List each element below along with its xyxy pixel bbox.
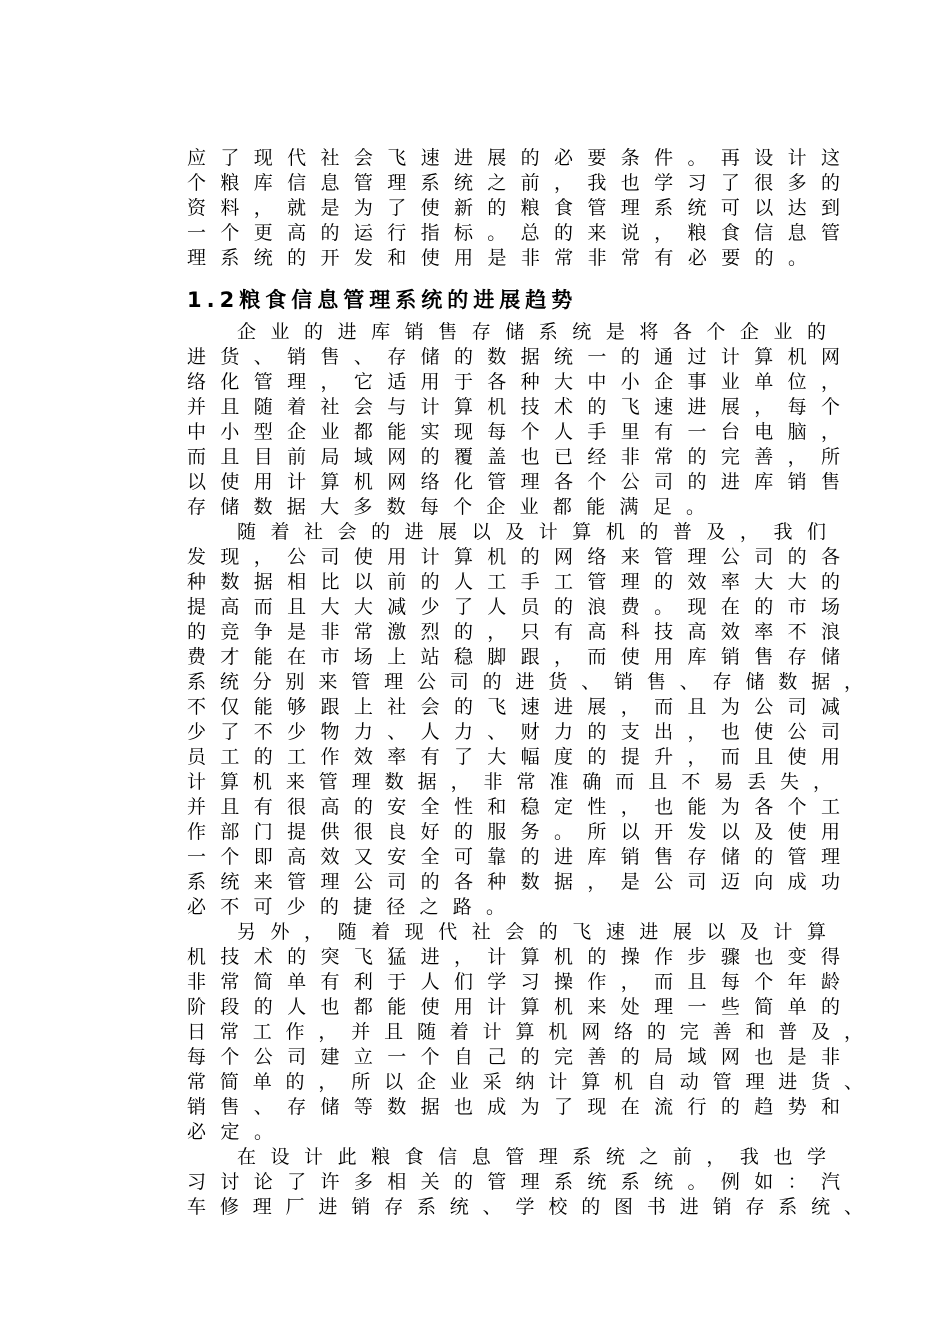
section-heading: 1.2粮食信息管理系统的进展趋势	[187, 288, 578, 312]
text-line: 提高而且大大减少了人员的浪费。现在的市场	[187, 596, 840, 618]
text-line: 系统来管理公司的各种数据，是公司迈向成功	[187, 871, 840, 893]
text-line: 销售、存储等数据也成为了现在流行的趋势和	[187, 1096, 840, 1118]
text-line: 阶段的人也都能使用计算机来处理一些简单的	[187, 996, 840, 1018]
text-line: 另外，随着现代社会的飞速进展以及计算	[237, 921, 826, 943]
text-line: 存储数据大多数每个企业都能满足。	[187, 496, 705, 518]
text-line: 日常工作，并且随着计算机网络的完善和普及，	[187, 1021, 863, 1043]
text-line: 一个更高的运行指标。总的来说，粮食信息管	[187, 222, 840, 244]
text-line: 发现，公司使用计算机的网络来管理公司的各	[187, 546, 840, 568]
text-line: 非常简单有利于人们学习操作，而且每个年龄	[187, 971, 840, 993]
text-line: 进货、销售、存储的数据统一的通过计算机网	[187, 346, 840, 368]
text-line: 理系统的开发和使用是非常非常有必要的。	[187, 247, 807, 269]
text-line: 必不可少的捷径之路。	[187, 896, 505, 918]
text-line: 必定。	[187, 1121, 273, 1143]
text-line: 而且目前局域网的覆盖也已经非常的完善，所	[187, 446, 840, 468]
text-line: 机技术的突飞猛进，计算机的操作步骤也变得	[187, 946, 840, 968]
text-line: 的竞争是非常激烈的，只有高科技高效率不浪	[187, 621, 840, 643]
text-line: 随着社会的进展以及计算机的普及，我们	[237, 521, 826, 543]
text-line: 作部门提供很良好的服务。所以开发以及使用	[187, 821, 840, 843]
text-line: 车修理厂进销存系统、学校的图书进销存系统、	[187, 1196, 863, 1218]
text-line: 络化管理，它适用于各种大中小企事业单位，	[187, 371, 840, 393]
text-line: 不仅能够跟上社会的飞速进展，而且为公司减	[187, 696, 840, 718]
text-line: 企业的进库销售存储系统是将各个企业的	[237, 321, 826, 343]
text-line: 种数据相比以前的人工手工管理的效率大大的	[187, 571, 840, 593]
text-line: 员工的工作效率有了大幅度的提升，而且使用	[187, 746, 840, 768]
text-line: 每个公司建立一个自己的完善的局域网也是非	[187, 1046, 840, 1068]
text-line: 常简单的，所以企业采纳计算机自动管理进货、	[187, 1071, 863, 1093]
text-line: 个粮库信息管理系统之前，我也学习了很多的	[187, 172, 840, 194]
text-line: 少了不少物力、人力、财力的支出，也使公司	[187, 721, 840, 743]
text-line: 以使用计算机网络化管理各个公司的进库销售	[187, 471, 840, 493]
text-line: 中小型企业都能实现每个人手里有一台电脑，	[187, 421, 840, 443]
text-line: 习讨论了许多相关的管理系统系统。例如：汽	[187, 1171, 840, 1193]
text-line: 资料，就是为了使新的粮食管理系统可以达到	[187, 197, 840, 219]
text-line: 一个即高效又安全可靠的进库销售存储的管理	[187, 846, 840, 868]
text-line: 并且有很高的安全性和稳定性，也能为各个工	[187, 796, 840, 818]
text-line: 应了现代社会飞速进展的必要条件。再设计这	[187, 147, 840, 169]
text-line: 计算机来管理数据，非常准确而且不易丢失，	[187, 771, 832, 793]
text-line: 并且随着社会与计算机技术的飞速进展，每个	[187, 396, 840, 418]
text-line: 系统分别来管理公司的进货、销售、存储数据，	[187, 671, 863, 693]
text-line: 在设计此粮食信息管理系统之前，我也学	[237, 1146, 826, 1168]
text-line: 费才能在市场上站稳脚跟，而使用库销售存储	[187, 646, 840, 668]
